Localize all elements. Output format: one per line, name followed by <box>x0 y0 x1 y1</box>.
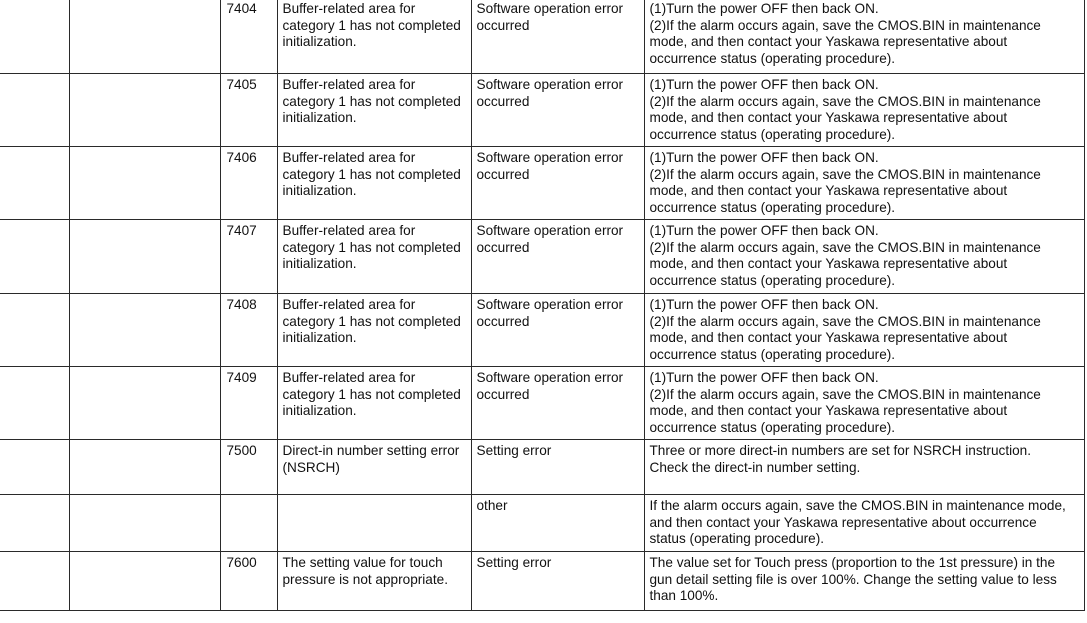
alarm-subcode-line: occurred <box>476 386 530 402</box>
alarm-description <box>277 495 471 552</box>
empty-cell <box>69 440 220 495</box>
table-row <box>0 440 1084 495</box>
alarm-subcode <box>471 367 644 440</box>
alarm-remedy-line: (2)If the alarm occurs again, save the CMOS.BIN in maintenance <box>649 239 1041 255</box>
alarm-code: 7500 <box>226 443 257 458</box>
alarm-subcode-line: other <box>476 498 508 513</box>
alarm-subcode-line: occurred <box>476 93 530 109</box>
table-row <box>0 367 1084 440</box>
alarm-remedy-line: (1)Turn the power OFF then back ON. <box>649 223 879 238</box>
alarm-code-cell <box>220 552 277 611</box>
empty-cell <box>0 0 69 74</box>
table-row <box>0 552 1084 611</box>
alarm-description-line: category 1 has not completed <box>282 166 461 182</box>
alarm-remedy-line: occurrence status (operating procedure). <box>649 200 896 216</box>
alarm-code: 7406 <box>226 150 257 165</box>
alarm-code-cell <box>220 0 277 74</box>
alarm-subcode <box>471 0 644 74</box>
alarm-subcode <box>471 440 644 495</box>
alarm-remedy-line: (2)If the alarm occurs again, save the CMOS.BIN in maintenance <box>649 313 1041 329</box>
alarm-description-line: pressure is not appropriate. <box>282 571 448 587</box>
alarm-code: 7404 <box>226 1 257 16</box>
alarm-description-line: Buffer-related area for <box>282 370 416 385</box>
alarm-remedy-line: mode, and then contact your Yaskawa representative about <box>649 403 1008 419</box>
alarm-code-cell <box>220 294 277 367</box>
alarm-remedy-line: (1)Turn the power OFF then back ON. <box>649 297 879 312</box>
alarm-description-line: initialization. <box>282 183 357 199</box>
alarm-code: 7600 <box>226 555 257 570</box>
empty-cell <box>69 552 220 611</box>
empty-cell <box>0 74 69 147</box>
alarm-description-line: Buffer-related area for <box>282 1 416 16</box>
alarm-subcode-line: Setting error <box>476 443 552 458</box>
alarm-code: 7407 <box>226 223 257 238</box>
alarm-remedy <box>644 0 1084 74</box>
table-row <box>0 495 1084 552</box>
empty-cell <box>0 495 69 552</box>
alarm-remedy-line: occurrence status (operating procedure). <box>649 51 896 67</box>
alarm-subcode-line: Software operation error <box>476 370 624 385</box>
alarm-description-line: category 1 has not completed <box>282 386 461 402</box>
alarm-subcode-line: Software operation error <box>476 297 624 312</box>
alarm-description-line: (NSRCH) <box>282 459 340 475</box>
alarm-subcode <box>471 495 644 552</box>
table-row <box>0 0 1084 74</box>
alarm-remedy-line: gun detail setting file is over 100%. Change the setting value to less <box>649 571 1057 587</box>
alarm-remedy <box>644 294 1084 367</box>
alarm-remedy-line: Three or more direct-in numbers are set for NSRCH instruction. <box>649 443 1032 458</box>
alarm-description <box>277 74 471 147</box>
empty-cell <box>69 294 220 367</box>
alarm-code-cell <box>220 367 277 440</box>
alarm-description-line: Buffer-related area for <box>282 297 416 312</box>
alarm-description-line: Direct-in number setting error <box>282 443 460 458</box>
alarm-description-line: initialization. <box>282 330 357 346</box>
empty-cell <box>0 294 69 367</box>
empty-cell <box>0 552 69 611</box>
alarm-remedy <box>644 495 1084 552</box>
alarm-description-line: The setting value for touch <box>282 555 443 570</box>
alarm-description-line: initialization. <box>282 110 357 126</box>
alarm-code: 7408 <box>226 297 257 312</box>
alarm-subcode <box>471 74 644 147</box>
empty-cell <box>0 147 69 220</box>
alarm-code: 7405 <box>226 77 257 92</box>
alarm-subcode <box>471 147 644 220</box>
alarm-code-cell <box>220 74 277 147</box>
alarm-description-line: Buffer-related area for <box>282 150 416 165</box>
alarm-description <box>277 147 471 220</box>
alarm-remedy <box>644 440 1084 495</box>
alarm-remedy-line: If the alarm occurs again, save the CMOS.BIN in maintenance mode, <box>649 498 1066 513</box>
empty-cell <box>69 220 220 294</box>
alarm-remedy-line: occurrence status (operating procedure). <box>649 273 896 289</box>
alarm-description-line: initialization. <box>282 256 357 272</box>
alarm-remedy-line: (2)If the alarm occurs again, save the CMOS.BIN in maintenance <box>649 93 1041 109</box>
alarm-code-cell <box>220 147 277 220</box>
alarm-remedy-line: mode, and then contact your Yaskawa representative about <box>649 183 1008 199</box>
alarm-remedy-line: (2)If the alarm occurs again, save the CMOS.BIN in maintenance <box>649 17 1041 33</box>
alarm-remedy-line: occurrence status (operating procedure). <box>649 127 896 143</box>
empty-cell <box>69 495 220 552</box>
alarm-remedy <box>644 552 1084 611</box>
alarm-description <box>277 440 471 495</box>
empty-cell <box>0 440 69 495</box>
alarm-remedy-line: (1)Turn the power OFF then back ON. <box>649 150 879 165</box>
empty-cell <box>69 74 220 147</box>
alarm-description-line: Buffer-related area for <box>282 77 416 92</box>
alarm-code-cell <box>220 440 277 495</box>
alarm-description-line: initialization. <box>282 34 357 50</box>
empty-cell <box>0 367 69 440</box>
table-row <box>0 294 1084 367</box>
alarm-remedy-line: (2)If the alarm occurs again, save the CMOS.BIN in maintenance <box>649 386 1041 402</box>
alarm-description <box>277 367 471 440</box>
alarm-remedy-line: and then contact your Yaskawa representative about occurrence <box>649 514 1037 530</box>
alarm-subcode <box>471 294 644 367</box>
alarm-subcode-line: Software operation error <box>476 150 624 165</box>
alarm-remedy-line: (2)If the alarm occurs again, save the CMOS.BIN in maintenance <box>649 166 1041 182</box>
empty-cell <box>69 0 220 74</box>
alarm-description-line: category 1 has not completed <box>282 93 461 109</box>
empty-cell <box>69 367 220 440</box>
alarm-code: 7409 <box>226 370 257 385</box>
alarm-description <box>277 0 471 74</box>
alarm-description-line: Buffer-related area for <box>282 223 416 238</box>
empty-cell <box>69 147 220 220</box>
alarm-subcode-line: occurred <box>476 313 530 329</box>
alarm-subcode-line: Software operation error <box>476 223 624 238</box>
alarm-subcode-line: occurred <box>476 17 530 33</box>
alarm-description-line: initialization. <box>282 403 357 419</box>
alarm-remedy-line: mode, and then contact your Yaskawa representative about <box>649 256 1008 272</box>
alarm-remedy-line: occurrence status (operating procedure). <box>649 420 896 436</box>
alarm-subcode-line: occurred <box>476 239 530 255</box>
alarm-remedy-line: (1)Turn the power OFF then back ON. <box>649 77 879 92</box>
alarm-remedy-line: (1)Turn the power OFF then back ON. <box>649 370 879 385</box>
empty-cell <box>0 220 69 294</box>
table-row <box>0 220 1084 294</box>
alarm-code-cell <box>220 495 277 552</box>
table-row <box>0 147 1084 220</box>
alarm-remedy-line: The value set for Touch press (proportion to the 1st pressure) in the <box>649 555 1056 570</box>
alarm-remedy-line: mode, and then contact your Yaskawa representative about <box>649 110 1008 126</box>
alarm-remedy-line: occurrence status (operating procedure). <box>649 347 896 363</box>
alarm-remedy-line: (1)Turn the power OFF then back ON. <box>649 1 879 16</box>
alarm-remedy-line: than 100%. <box>649 588 719 604</box>
alarm-remedy-line: mode, and then contact your Yaskawa representative about <box>649 330 1008 346</box>
alarm-subcode-line: occurred <box>476 166 530 182</box>
alarm-subcode-line: Software operation error <box>476 1 624 16</box>
alarm-subcode <box>471 552 644 611</box>
alarm-subcode-line: Setting error <box>476 555 552 570</box>
alarm-description-line: category 1 has not completed <box>282 313 461 329</box>
alarm-code-cell <box>220 220 277 294</box>
alarm-remedy <box>644 74 1084 147</box>
alarm-remedy <box>644 367 1084 440</box>
alarm-description-line: category 1 has not completed <box>282 17 461 33</box>
alarm-description-line: category 1 has not completed <box>282 239 461 255</box>
alarm-remedy-line: mode, and then contact your Yaskawa representative about <box>649 34 1008 50</box>
alarm-remedy-line: status (operating procedure). <box>649 531 825 547</box>
alarm-description <box>277 220 471 294</box>
alarm-remedy <box>644 220 1084 294</box>
alarm-remedy <box>644 147 1084 220</box>
alarm-subcode-line: Software operation error <box>476 77 624 92</box>
table-row <box>0 74 1084 147</box>
alarm-description <box>277 294 471 367</box>
alarm-description <box>277 552 471 611</box>
alarm-remedy-line: Check the direct-in number setting. <box>649 459 861 475</box>
alarm-subcode <box>471 220 644 294</box>
